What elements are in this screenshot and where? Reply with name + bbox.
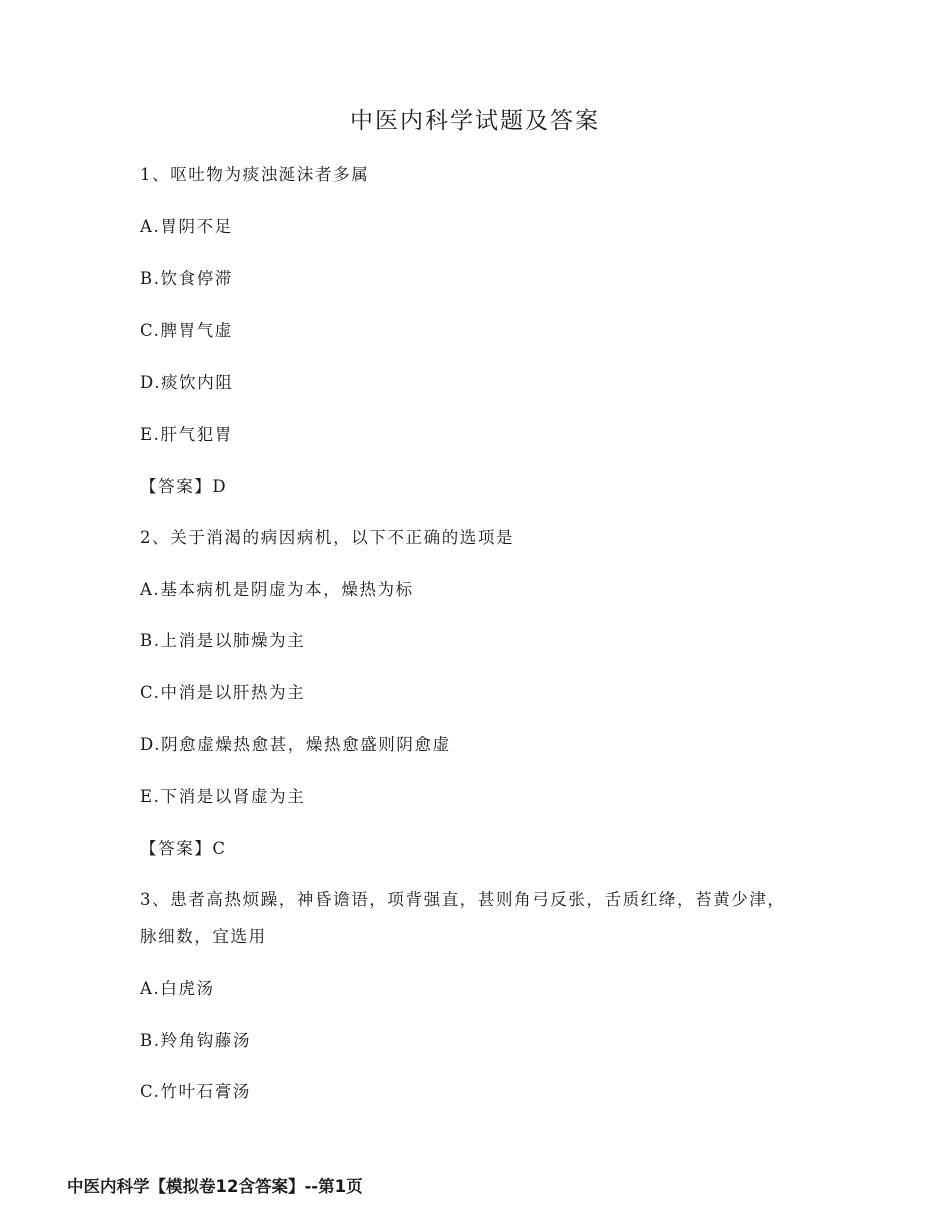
question-3-option-c: C.竹叶石膏汤 xyxy=(140,1082,251,1101)
page-footer: 中医内科学【模拟卷12含答案】--第1页 xyxy=(67,1177,363,1196)
question-2-stem: 2、关于消渴的病因病机，以下不正确的选项是 xyxy=(140,528,515,547)
document-title: 中医内科学试题及答案 xyxy=(350,108,600,134)
question-1-option-c: C.脾胃气虚 xyxy=(140,321,233,340)
question-3-option-a: A.白虎汤 xyxy=(140,979,215,998)
question-2-option-c: C.中消是以肝热为主 xyxy=(140,683,306,702)
question-2-option-d: D.阴愈虚燥热愈甚，燥热愈盛则阴愈虚 xyxy=(140,735,451,754)
question-3-option-b: B.羚角钩藤汤 xyxy=(140,1031,252,1050)
question-1-option-a: A.胃阴不足 xyxy=(140,217,233,236)
question-1-stem: 1、呕吐物为痰浊涎沫者多属 xyxy=(140,165,370,184)
question-2-option-b: B.上消是以肺燥为主 xyxy=(140,631,306,650)
question-2-answer: 【答案】C xyxy=(140,839,227,858)
question-2-option-a: A.基本病机是阴虚为本，燥热为标 xyxy=(140,580,414,599)
question-2-option-e: E.下消是以肾虚为主 xyxy=(140,787,306,806)
question-1-option-e: E.肝气犯胃 xyxy=(140,425,233,444)
question-1-option-d: D.痰饮内阻 xyxy=(140,373,234,392)
question-1-option-b: B.饮食停滞 xyxy=(140,269,233,288)
question-1-answer: 【答案】D xyxy=(140,477,228,496)
question-3-stem-line-2: 脉细数，宜选用 xyxy=(140,927,267,946)
question-3-stem-line-1: 3、患者高热烦躁，神昏谵语，项背强直，甚则角弓反张，舌质红绛，苔黄少津， xyxy=(140,890,786,909)
